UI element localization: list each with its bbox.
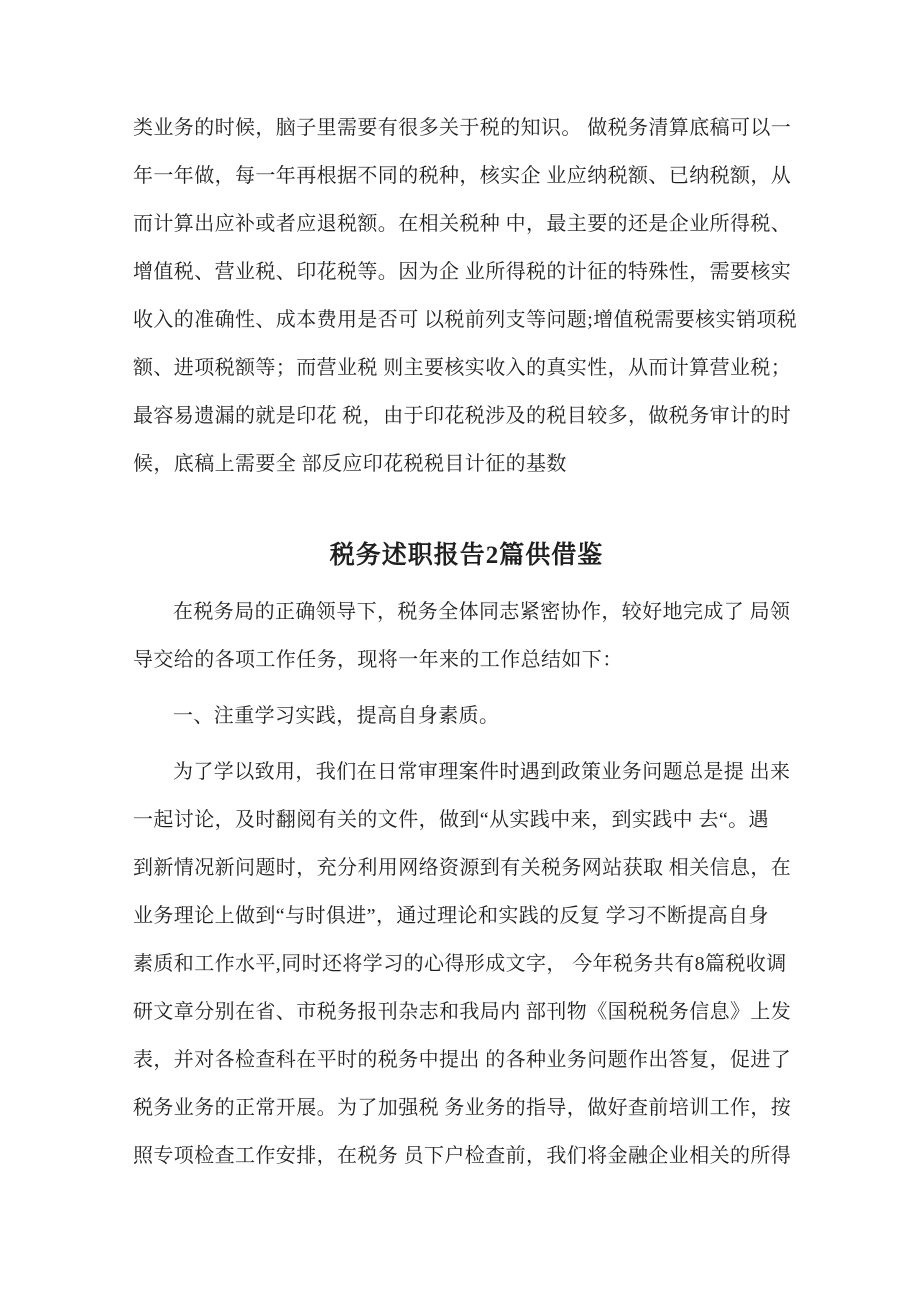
- document-heading: 税务述职报告2篇供借鉴: [329, 542, 604, 569]
- text-line: 年一年做，每一年再根据不同的税种，核实企 业应纳税额、已纳税额，从: [133, 165, 792, 187]
- body-paragraph: [133, 748, 800, 1180]
- intro-paragraph: [133, 104, 800, 488]
- text-line: 为了学以致用，我们在日常审理案件时遇到政策业务问题总是提 出来: [173, 761, 791, 783]
- text-line: 而计算出应补或者应退税额。在相关税种 中，最主要的还是企业所得税、: [133, 213, 792, 235]
- text-line: 表，并对各检查科在平时的税务中提出 的各种业务问题作出答复，促进了: [133, 1049, 792, 1071]
- text-line: 在税务局的正确领导下，税务全体同志紧密协作，较好地完成了 局领: [173, 601, 791, 623]
- text-line: 业务理论上做到“与时俱进”，通过理论和实践的反复 学习不断提高自身: [133, 905, 769, 927]
- opening-paragraph: [133, 588, 800, 684]
- text-line: 导交给的各项工作任务，现将一年来的工作总结如下：: [133, 649, 623, 671]
- section-title: 一、注重学习实践，提高自身素质。: [173, 705, 500, 727]
- text-line: 收入的准确性、成本费用是否可 以税前列支等问题;增值税需要核实销项税: [133, 309, 798, 331]
- text-line: 研文章分别在省、市税务报刊杂志和我局内 部刊物《国税税务信息》上发: [133, 1001, 792, 1023]
- text-line: 类业务的时候，脑子里需要有很多关于税的知识。 做税务清算底稿可以一: [133, 117, 792, 139]
- text-line: 到新情况新问题时，充分利用网络资源到有关税务网站获取 相关信息，在: [133, 857, 792, 879]
- text-line: 素质和工作水平,同时还将学习的心得形成文字， 今年税务共有8篇税收调: [133, 953, 787, 975]
- text-line: 税务业务的正常开展。为了加强税 务业务的指导，做好查前培训工作，按: [133, 1097, 792, 1119]
- text-line: 照专项检查工作安排，在税务 员下户检查前，我们将金融企业相关的所得: [133, 1145, 792, 1167]
- text-line: 额、进项税额等；而营业税 则主要核实收入的真实性，从而计算营业税；: [133, 357, 792, 379]
- text-line: 增值税、营业税、印花税等。因为企 业所得税的计征的特殊性，需要核实: [133, 261, 792, 283]
- text-line: 候，底稿上需要全 部反应印花税税目计征的基数: [133, 453, 567, 475]
- text-line: 最容易遗漏的就是印花 税，由于印花税涉及的税目较多，做税务审计的时: [133, 405, 792, 427]
- text-line: 一起讨论，及时翻阅有关的文件，做到“从实践中来，到实践中 去“。遇: [133, 809, 769, 831]
